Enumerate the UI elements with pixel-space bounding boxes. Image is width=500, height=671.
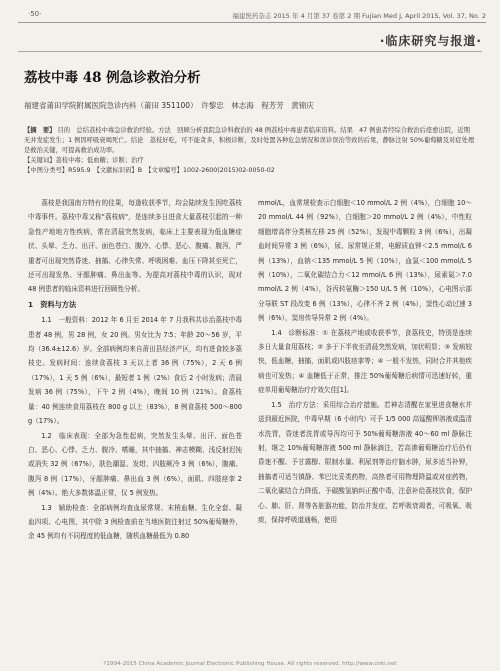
keywords: 【关键词】荔枝中毒；低血糖；诊断；治疗 [24,157,144,164]
section-heading: 1 资料与方法 [28,299,77,309]
body-column-left [28,196,242,544]
body-paragraph: 1.3 辅助检查：全部病例均查血尿常规、末梢血糖、生化全套、凝血四项、心电图，其中除 3 例检查前在当地医院注射过 50%葡萄糖外，余 45 例均有不同程度的低血糖，随机血糖最低为 0.80 [28,503,242,541]
running-header [18,8,486,23]
body-paragraph: 荔枝是我国南方特有的佳果，每逢收获季节，均会陆续发生因吃荔枝中毒事件。荔枝中毒又称"荔枝病"，是连续多日进食大量荔枝引起的一种急性产地地方性疾病，常在清晨突然发病，临床上主要表现为低血糖症状、头晕、乏力、出汗、面色苍白、腹冷、心悸、恶心、腹痛、腹泻，严重者可出现突然昏迷、抽搐、心律失常、呼吸困难、血压下降甚至死亡，还可出现发热、牙龈肿痛、鼻出血等。为提高对荔枝中毒的认识，现对 48 例患者的临床资料进行回顾性分析。 [28,199,242,294]
author-affiliation: 福建省莆田学院附属医院急诊内科（莆田 351100） 许黎忠 林志海 程芳芳 黄锦庆 [24,101,314,110]
page-number: ·50· [28,10,42,18]
body-paragraph: 1.2 临床表现：全部为急性起病，突然发生头晕、出汗、面色苍白、恶心、心悸、乏力、腹冷、嗜睡，其中抽搐、神志模糊、浅反射迟钝或消失 32 例（67%），肤色潮湿、发绀、四肢厥冷 3 例（6%），腹痛、腹泻 8 例（17%），牙龈肿痛、鼻出血 3 例（6%），面肌、四肢痉挛 2 例（4%）。绝大多数体温正常，仅 5 例发热。 [28,431,242,498]
classification-codes: 【中图分类号】R595.9 【文献标识码】B 【文章编号】1002-2600(2015)02-0050-02 [24,167,275,174]
abstract-block [24,126,476,176]
body-paragraph: 1.1 一般资料：2012 年 6 月至 2014 年 7 月我科共诊治荔枝中毒患者 48 例，男 28 例，女 20 例。男女比为 7∶5；年龄 20～56 岁，平均（36.4±12.6）岁。全部病例均来自莆田县经济产区，均有进食较多荔枝史。发病时间：连续食荔枝 3 天以上者 36 例（75%），2 天 6 例（17%），1 天 5 例（6%），最短者 1 例（2%）食后 2 小时发病；清晨发病 36 例（75%），下午 2 例（4%），晚间 10 例（21%）。食荔枝量：40 例连续食用荔枝在 800 g 以上（83%），8 例食荔枝 500～800 g（17%）。 [28,316,242,426]
journal-citation: 福建医药杂志 2015 年 4 月第 37 卷第 2 期 Fujian Med J, April 2015, Vol. 37, No. 2 [232,12,486,20]
section-label: ·临床研究与报道· [379,34,482,48]
body-paragraph: mmol/L，血常规检查示白细胞＜10 mmol/L 2 例（4%），白细胞 10～20 mmol/L 44 例（92%），白细胞＞20 mmol/L 2 例（4%），中性粒细胞增高伴分类核左移 25 例（52%），发现中毒颗粒 3 例（6%），出凝血时间异常 3 例（6%），尿、尿常规正常，电解质血钾＜2.5 mmol/L 6 例（13%），血钠＜135 mmol/L 5 例（10%），血氯＜100 mmol/L 5 例（10%），二氧化碳结合力＜12 mmol/L 6 例（13%），尿素氮＞7.0 mmol/L 2 例（4%），谷丙转氨酶＞150 U/L 5 例（10%），心电图示部分导联 ST 段改变 6 例（13%），心律不齐 2 例（4%），窦性心动过速 3 例（6%），窦房传导异常 2 例（4%）。 [258,199,472,323]
article-title: 荔枝中毒 48 例急诊救治分析 [24,70,201,86]
body-paragraph: 1.5 治疗方法：采用综合治疗措施。若神志清醒在家里进食糖水并送到最近医院，中毒早期（6 小时内）可予 1/5 000 高锰酸钾溶液或温清水洗胃，昏迷者洗胃或导泻均可予 50%葡萄糖溶液 40～60 ml 静脉注射，继之 10%葡萄糖溶液 500 ml 静脉滴注，若高渗葡萄糖治疗后仍有昏迷不醒、予甘露醇、限制水量、利尿剂等治疗脑水肿，尿多适当补钾，抽搐者可适当镇静、苯巴比妥类药物，高热者可用物理降温或对症药物，二氧化碳结合力降低、予碳酸氢钠纠正酸中毒，注意补给荔枝饮食，保护心、肺、肝、肾等各脏器功能，防治并发症，若呼吸衰竭者，可吸氧、吸痰，保持呼吸道通畅，使用 [258,400,472,524]
section-divider [18,51,482,52]
body-paragraph: 1.4 诊断标准：① 在荔枝产地或收获季节，食荔枝史，特别是连续多日大量食用荔枝；② 多于下半夜至清晨突然发病，加状明显；③ 发病较快，低血糖，抽搐，面肌或四肢痉挛等；④ 一般不发热，同时合并其他疾病也可发热；④ 血糖低于正常，推注 50%葡萄糖后病情可迅速好转，重症单用葡萄糖治疗疗效欠佳[1]。 [258,328,472,395]
abstract-label: 【摘 要】 [24,127,56,134]
abstract-text: 目的 总结荔枝中毒急诊救治经验。方法 回顾分析我院急诊科救治的 48 例荔枝中毒患者临床资料。结果 47 例患者经综合救治后痊愈出院，近期无并发症发生；1 例因呼吸衰竭死亡。结论 荔枝好吃，可不能贪多，积极诊断，及时处置各种危急情况和误诊误治等致的后果，静脉注射 50%葡萄糖及对症处理是救治关键，可提高救治成功率。 [24,127,475,154]
copyright-footer: ?1994-2015 China Academic Journal Electronic Publishing House. All rights reserved. http://www.cnki.net [103,661,397,667]
body-column-right [258,196,472,527]
abstract-paragraph [24,126,476,156]
